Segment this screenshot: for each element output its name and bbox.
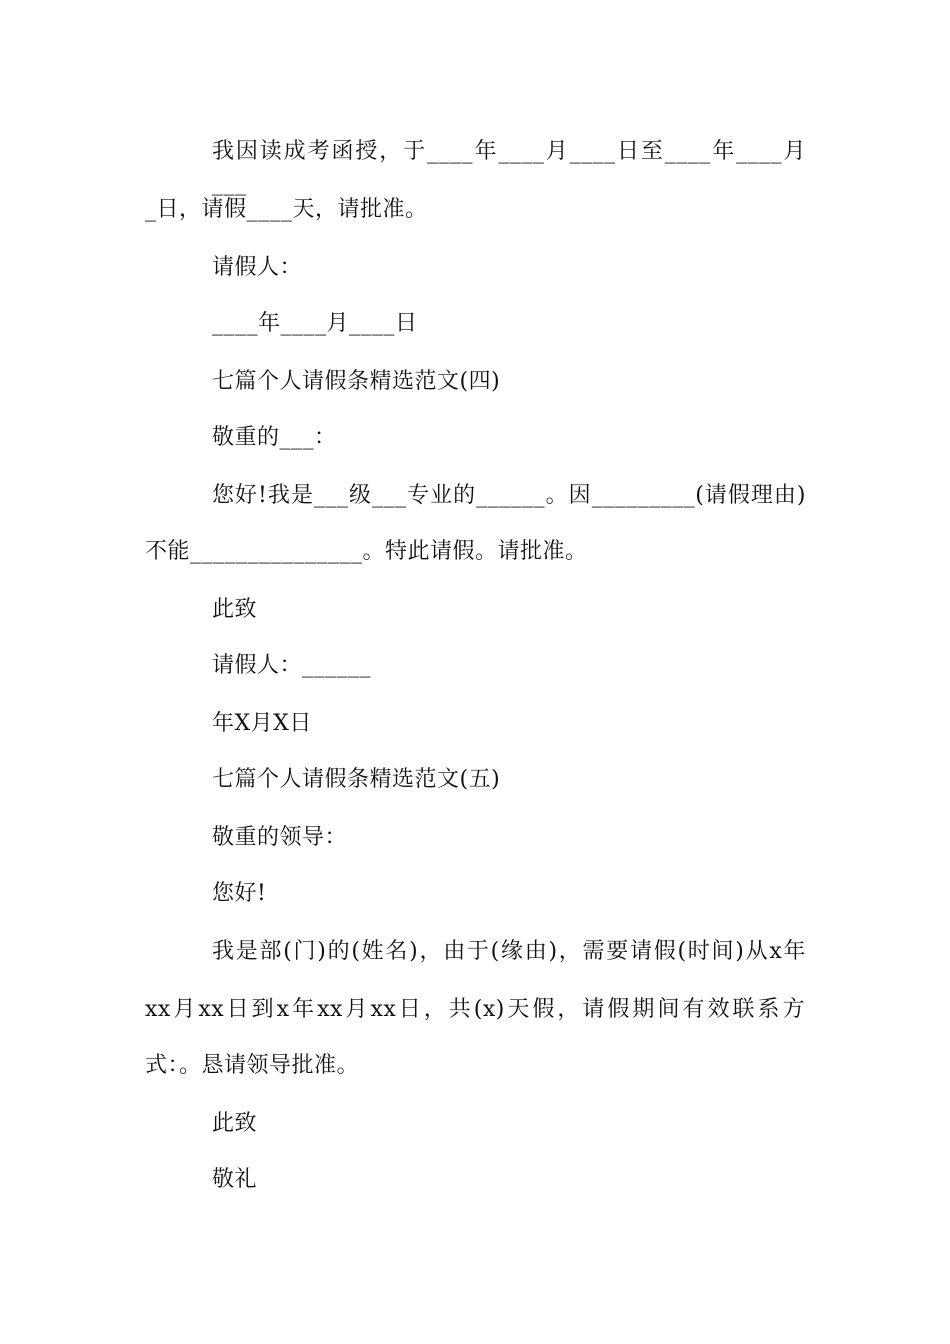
closing-cizhi: 此致: [212, 597, 258, 622]
closing-jingli: 敬礼: [212, 1167, 258, 1192]
paragraph-department-line3: 式：。恳请领导批准。: [145, 1053, 360, 1078]
applicant-signature: 请假人：______: [212, 653, 372, 678]
section-heading-four: 七篇个人请假条精选范文(四): [212, 369, 501, 394]
paragraph-student-line2: 不能_______________。特此请假。请批准。: [145, 539, 588, 564]
salutation: 敬重的___：: [212, 425, 337, 450]
applicant-label: 请假人：: [212, 255, 303, 280]
closing-cizhi-2: 此致: [212, 1111, 258, 1136]
date-blank-line: ____年____月____日: [212, 311, 418, 336]
signature-date: 年X月X日: [212, 711, 312, 736]
salutation-leader: 敬重的领导：: [212, 825, 348, 850]
paragraph-department-line2: xx月xx日到x年xx月xx日，共(x)天假，请假期间有效联系方: [145, 997, 805, 1022]
section-heading-five: 七篇个人请假条精选范文(五): [212, 767, 501, 792]
paragraph-leave-request-line1: 我因读成考函授，于____年____月____日至____年____月___: [212, 139, 806, 196]
greeting: 您好!: [212, 881, 267, 906]
paragraph-student-line1: 您好!我是___级___专业的______。因_________(请假理由): [212, 483, 806, 508]
paragraph-department-line1: 我是部(门)的(姓名)，由于(缘由)，需要请假(时间)从x年: [212, 939, 806, 964]
paragraph-leave-request-line2: _日，请假____天，请批准。: [145, 197, 428, 222]
